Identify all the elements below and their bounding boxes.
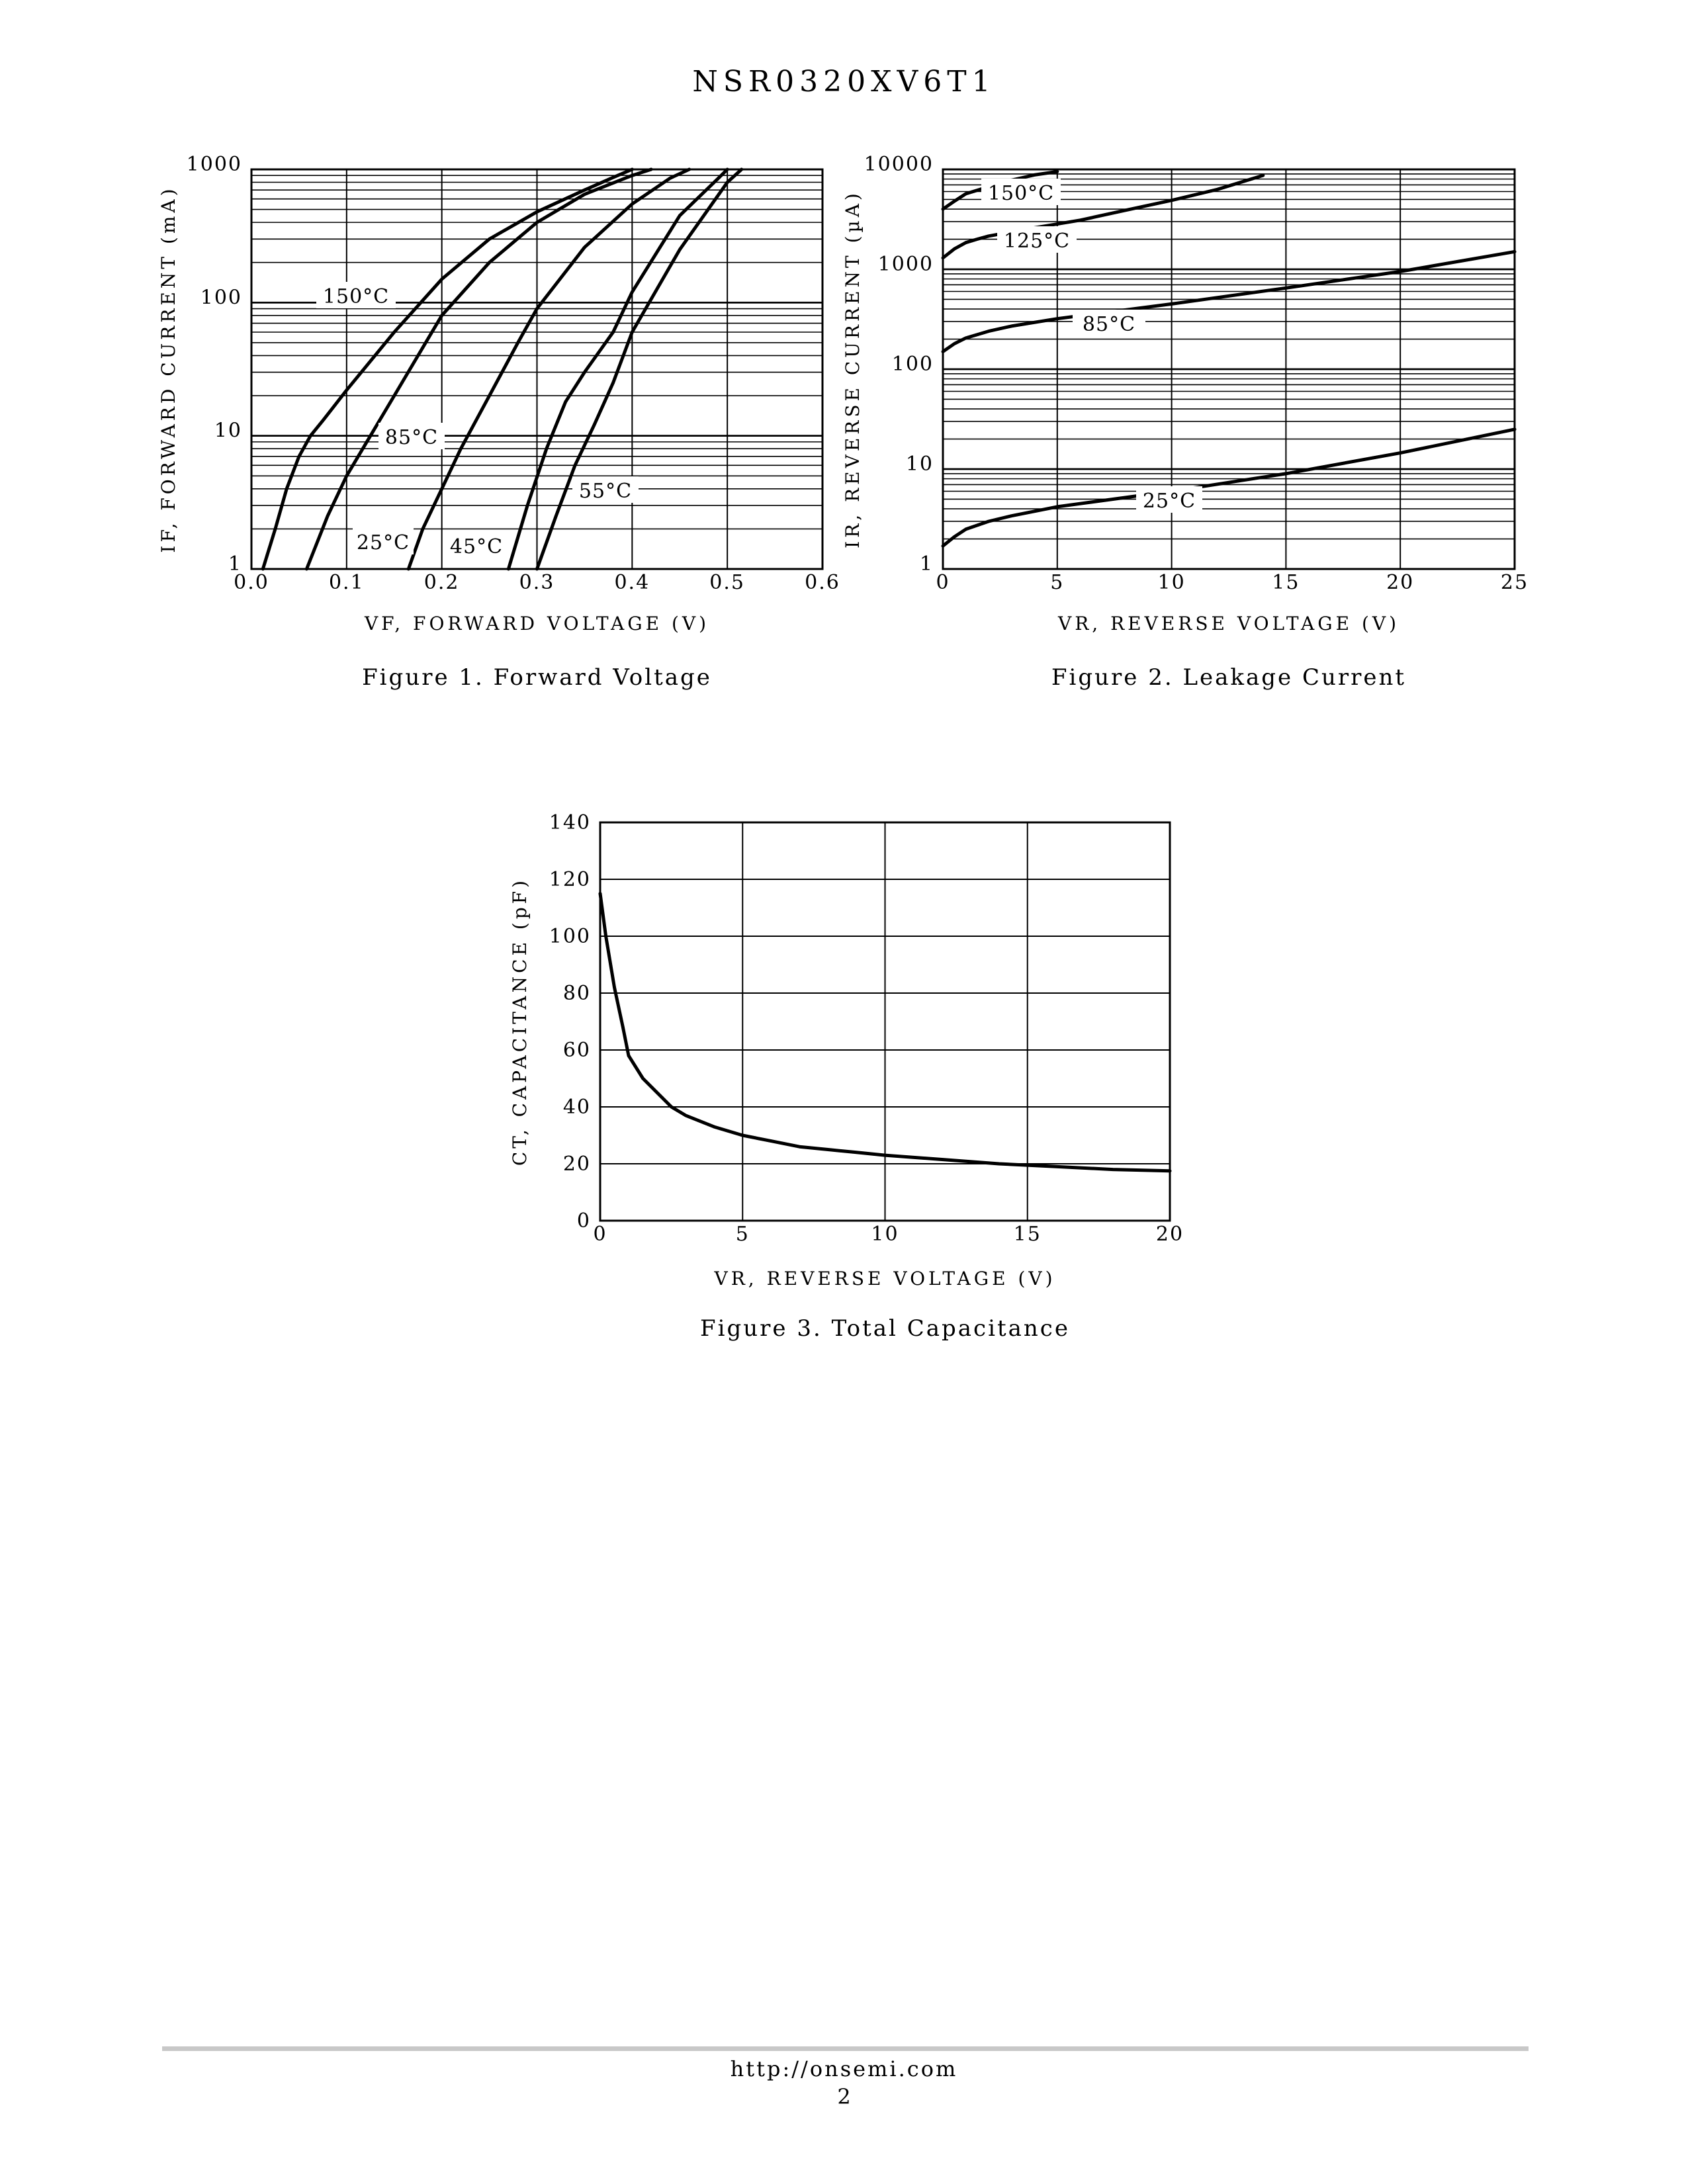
curve-label: 150°C	[322, 285, 390, 308]
x-tick-label: 0.2	[423, 571, 460, 594]
y-axis-title: IR, REVERSE CURRENT (µA)	[842, 190, 864, 548]
x-axis-title: VR, REVERSE VOLTAGE (V)	[1057, 613, 1400, 634]
y-axis-title: IF, FORWARD CURRENT (mA)	[157, 185, 179, 553]
y-tick-label: 10	[905, 453, 934, 476]
page-title: NSR0320XV6T1	[692, 65, 996, 99]
y-tick-label: 1	[919, 552, 934, 576]
x-tick-label: 15	[1013, 1223, 1042, 1246]
series-line-2	[408, 169, 689, 569]
y-tick-label: 140	[549, 811, 591, 834]
y-tick-label: 80	[562, 982, 591, 1005]
y-tick-label: 40	[562, 1096, 591, 1119]
y-tick-label: 10	[214, 419, 242, 443]
curve-label: 55°C	[578, 480, 633, 503]
curve-label: 150°C	[987, 182, 1055, 205]
curve-label: 85°C	[384, 426, 439, 449]
x-tick-label: 5	[735, 1223, 750, 1246]
figure-caption: Figure 1. Forward Voltage	[362, 664, 712, 691]
y-tick-label: 0	[576, 1209, 591, 1233]
y-tick-label: 100	[549, 925, 591, 948]
series-line-0	[263, 169, 632, 569]
series-line-2	[943, 251, 1515, 351]
x-tick-label: 25	[1500, 571, 1529, 594]
y-tick-label: 60	[562, 1039, 591, 1062]
x-axis-title: VR, REVERSE VOLTAGE (V)	[714, 1268, 1056, 1289]
x-tick-label: 20	[1386, 571, 1415, 594]
y-axis-title: CT, CAPACITANCE (pF)	[509, 877, 531, 1166]
curve-label: 45°C	[449, 535, 504, 558]
x-tick-label: 0.1	[328, 571, 365, 594]
x-tick-label: 0.0	[234, 571, 269, 594]
curve-label: 25°C	[356, 531, 410, 554]
y-tick-label: 10000	[864, 153, 934, 176]
y-tick-label: 120	[549, 868, 591, 891]
x-tick-label: 0.5	[709, 571, 746, 594]
y-tick-label: 1	[228, 552, 242, 576]
y-tick-label: 100	[891, 353, 934, 376]
page-number: 2	[837, 2084, 851, 2109]
x-tick-label: 0.4	[614, 571, 650, 594]
y-tick-label: 1000	[877, 253, 934, 276]
y-tick-label: 100	[200, 286, 242, 310]
footer-divider	[162, 2046, 1529, 2051]
series-line-1	[306, 169, 651, 569]
x-tick-label: 0.6	[805, 571, 840, 594]
figure-caption: Figure 2. Leakage Current	[1051, 664, 1407, 691]
x-tick-label: 10	[871, 1223, 899, 1246]
x-tick-label: 5	[1050, 571, 1065, 594]
y-tick-label: 1000	[186, 153, 242, 176]
x-axis-title: VF, FORWARD VOLTAGE (V)	[364, 613, 710, 634]
figure-caption: Figure 3. Total Capacitance	[700, 1315, 1070, 1342]
x-tick-label: 0	[593, 1223, 607, 1246]
x-tick-label: 15	[1272, 571, 1300, 594]
x-tick-label: 0.3	[519, 571, 555, 594]
y-tick-label: 20	[562, 1153, 591, 1176]
x-tick-label: 10	[1157, 571, 1186, 594]
curve-label: 125°C	[1003, 230, 1071, 253]
x-tick-label: 0	[936, 571, 950, 594]
curve-label: 25°C	[1142, 490, 1196, 513]
footer-url[interactable]: http://onsemi.com	[730, 2056, 958, 2081]
series-line-4	[537, 169, 742, 569]
x-tick-label: 20	[1155, 1223, 1184, 1246]
curve-label: 85°C	[1082, 313, 1136, 336]
series-line-3	[943, 429, 1515, 546]
